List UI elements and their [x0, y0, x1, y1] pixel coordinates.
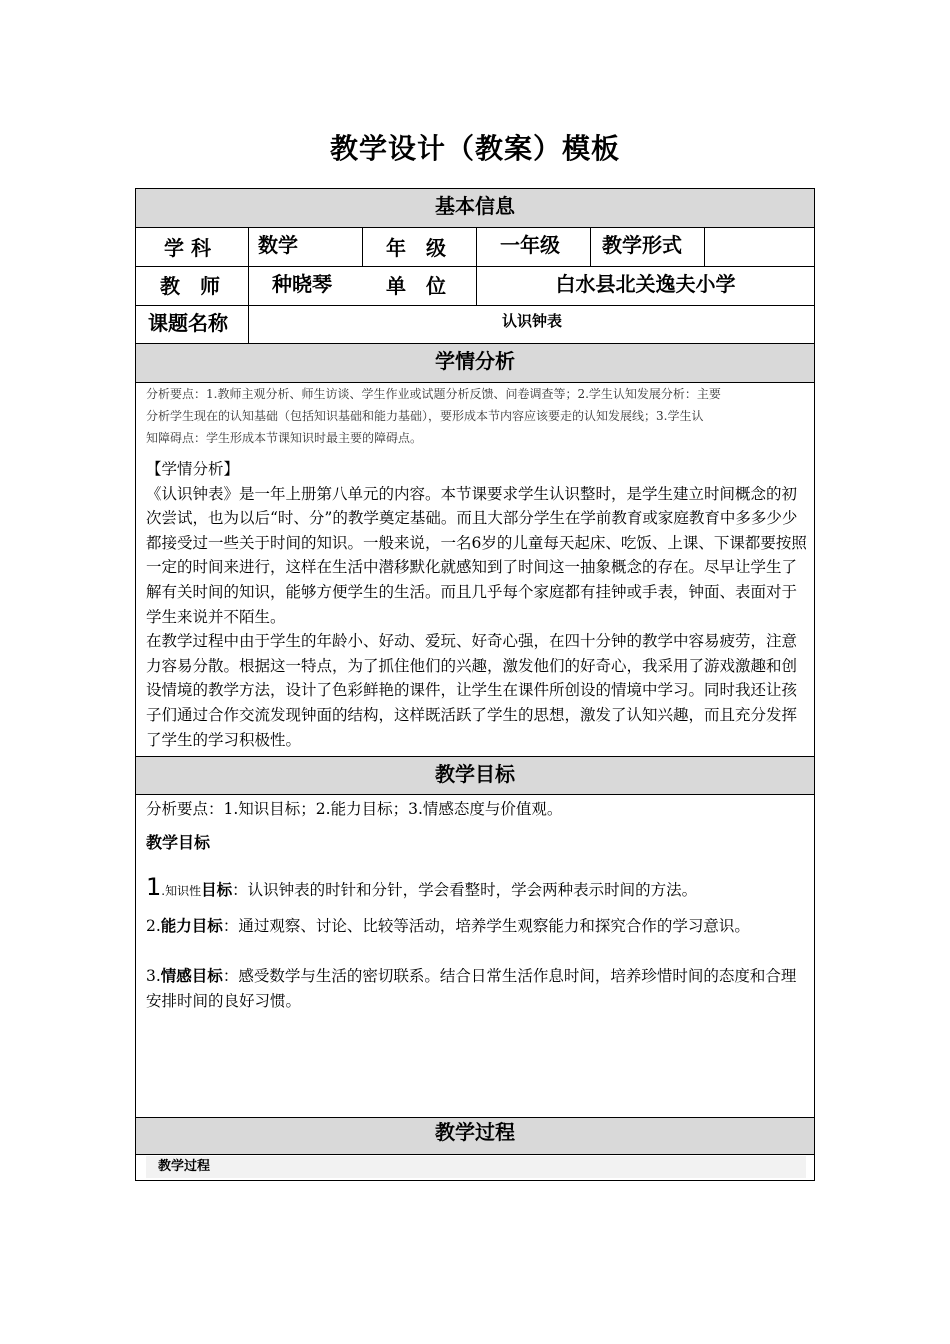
analysis-paragraph: 在教学过程中由于学生的年龄小、好动、爱玩、好奇心强，在四十分钟的教学中容易疲劳，注意力容易分散。根据这一特点，为了抓住他们的兴趣，激发他们的好奇心，我采用了游戏激趣和创设情境的教学方法，设计了色彩鲜艳的课件，让学生在课件所创设的情境中学习。同时我还让孩子们通过合作交流发现钟面的结构，这样既活跃了学生的思想，激发了认知兴趣，而且充分发挥了学生的学习积极性。	[146, 632, 798, 749]
grade-label: 年 级	[386, 236, 446, 260]
topic-label: 课题名称	[148, 311, 228, 335]
section-header-process: 教学过程	[136, 1118, 814, 1154]
process-inner-label: 教学过程	[146, 1156, 806, 1178]
teacher-value: 种晓琴	[272, 272, 332, 296]
objective-item-ability	[146, 914, 810, 939]
document-title: 教学设计（教案）模板	[329, 132, 620, 165]
objectives-subheading: 教学目标	[146, 833, 211, 852]
objective-text: ：通过观察、讨论、比较等活动，培养学生观察能力和探究合作的学习意识。	[222, 917, 750, 935]
subject-label: 学 科	[164, 236, 211, 260]
analysis-guideline-line: 分析要点：1.教师主观分析、师生访谈、学生作业或试题分析反馈、问卷调查等；2.学生认知发展分析：主要	[146, 387, 721, 401]
unit-value: 白水县北关逸夫小学	[555, 272, 736, 296]
analysis-guideline-line: 分析学生现在的认知基础（包括知识基础和能力基础），要形成本节内容应该要走的认知发展线；3.学生认	[146, 409, 704, 423]
objective-label: 能力目标	[160, 917, 223, 935]
objective-item-emotion	[146, 964, 810, 1013]
objective-prefix: .知识性	[161, 884, 202, 898]
student-analysis-body	[146, 457, 810, 752]
objective-number: 2.	[146, 917, 161, 935]
section-header-objectives: 教学目标	[136, 757, 814, 794]
topic-value: 认识钟表	[501, 312, 562, 330]
teacher-label: 教 师	[160, 274, 220, 298]
unit-label: 单 位	[386, 274, 446, 298]
analysis-paragraph: 《认识钟表》是一年上册第八单元的内容。本节课要求学生认识整时，是学生建立时间概念的初次尝试，也为以后“时、分”的教学奠定基础。而且大部分学生在学前教育或家庭教育中多多少少都接受过一些关于时间的知识。一般来说，一名6岁的儿童每天起床、吃饭、上课、下课都要按照一定的时间来进行，这样在生活中潜移默化就感知到了时间这一抽象概念的存在。尽早让学生了解有关时间的知识，能够方便学生的生活。而且几乎每个家庭都有挂钟或手表，钟面、表面对于学生来说并不陌生。	[146, 484, 807, 626]
lesson-plan-table	[135, 188, 815, 1181]
section-header-student-analysis: 学情分析	[136, 344, 814, 382]
analysis-guideline-line: 知障碍点：学生形成本节课知识时最主要的障碍点。	[146, 431, 423, 445]
section-header-basic-info: 基本信息	[136, 189, 814, 227]
objective-label: 情感目标	[160, 967, 223, 985]
teaching-form-label: 教学形式	[602, 233, 682, 257]
analysis-subheading: 【学情分析】	[146, 460, 240, 478]
objective-number: 1	[146, 873, 162, 901]
subject-value: 数学	[258, 233, 298, 257]
objective-label: 目标	[201, 881, 233, 899]
objective-text: ：认识钟表的时针和分针，学会看整时，学会两种表示时间的方法。	[232, 881, 698, 899]
objectives-note: 分析要点：1.知识目标；2.能力目标；3.情感态度与价值观。	[146, 800, 563, 818]
grade-value: 一年级	[500, 233, 560, 257]
objective-item-knowledge	[146, 875, 810, 904]
objective-text: ：感受数学与生活的密切联系。结合日常生活作息时间，培养珍惜时间的态度和合理安排时间的良好习惯。	[146, 967, 797, 1010]
objective-number: 3.	[146, 967, 161, 985]
analysis-guidelines	[146, 383, 810, 449]
